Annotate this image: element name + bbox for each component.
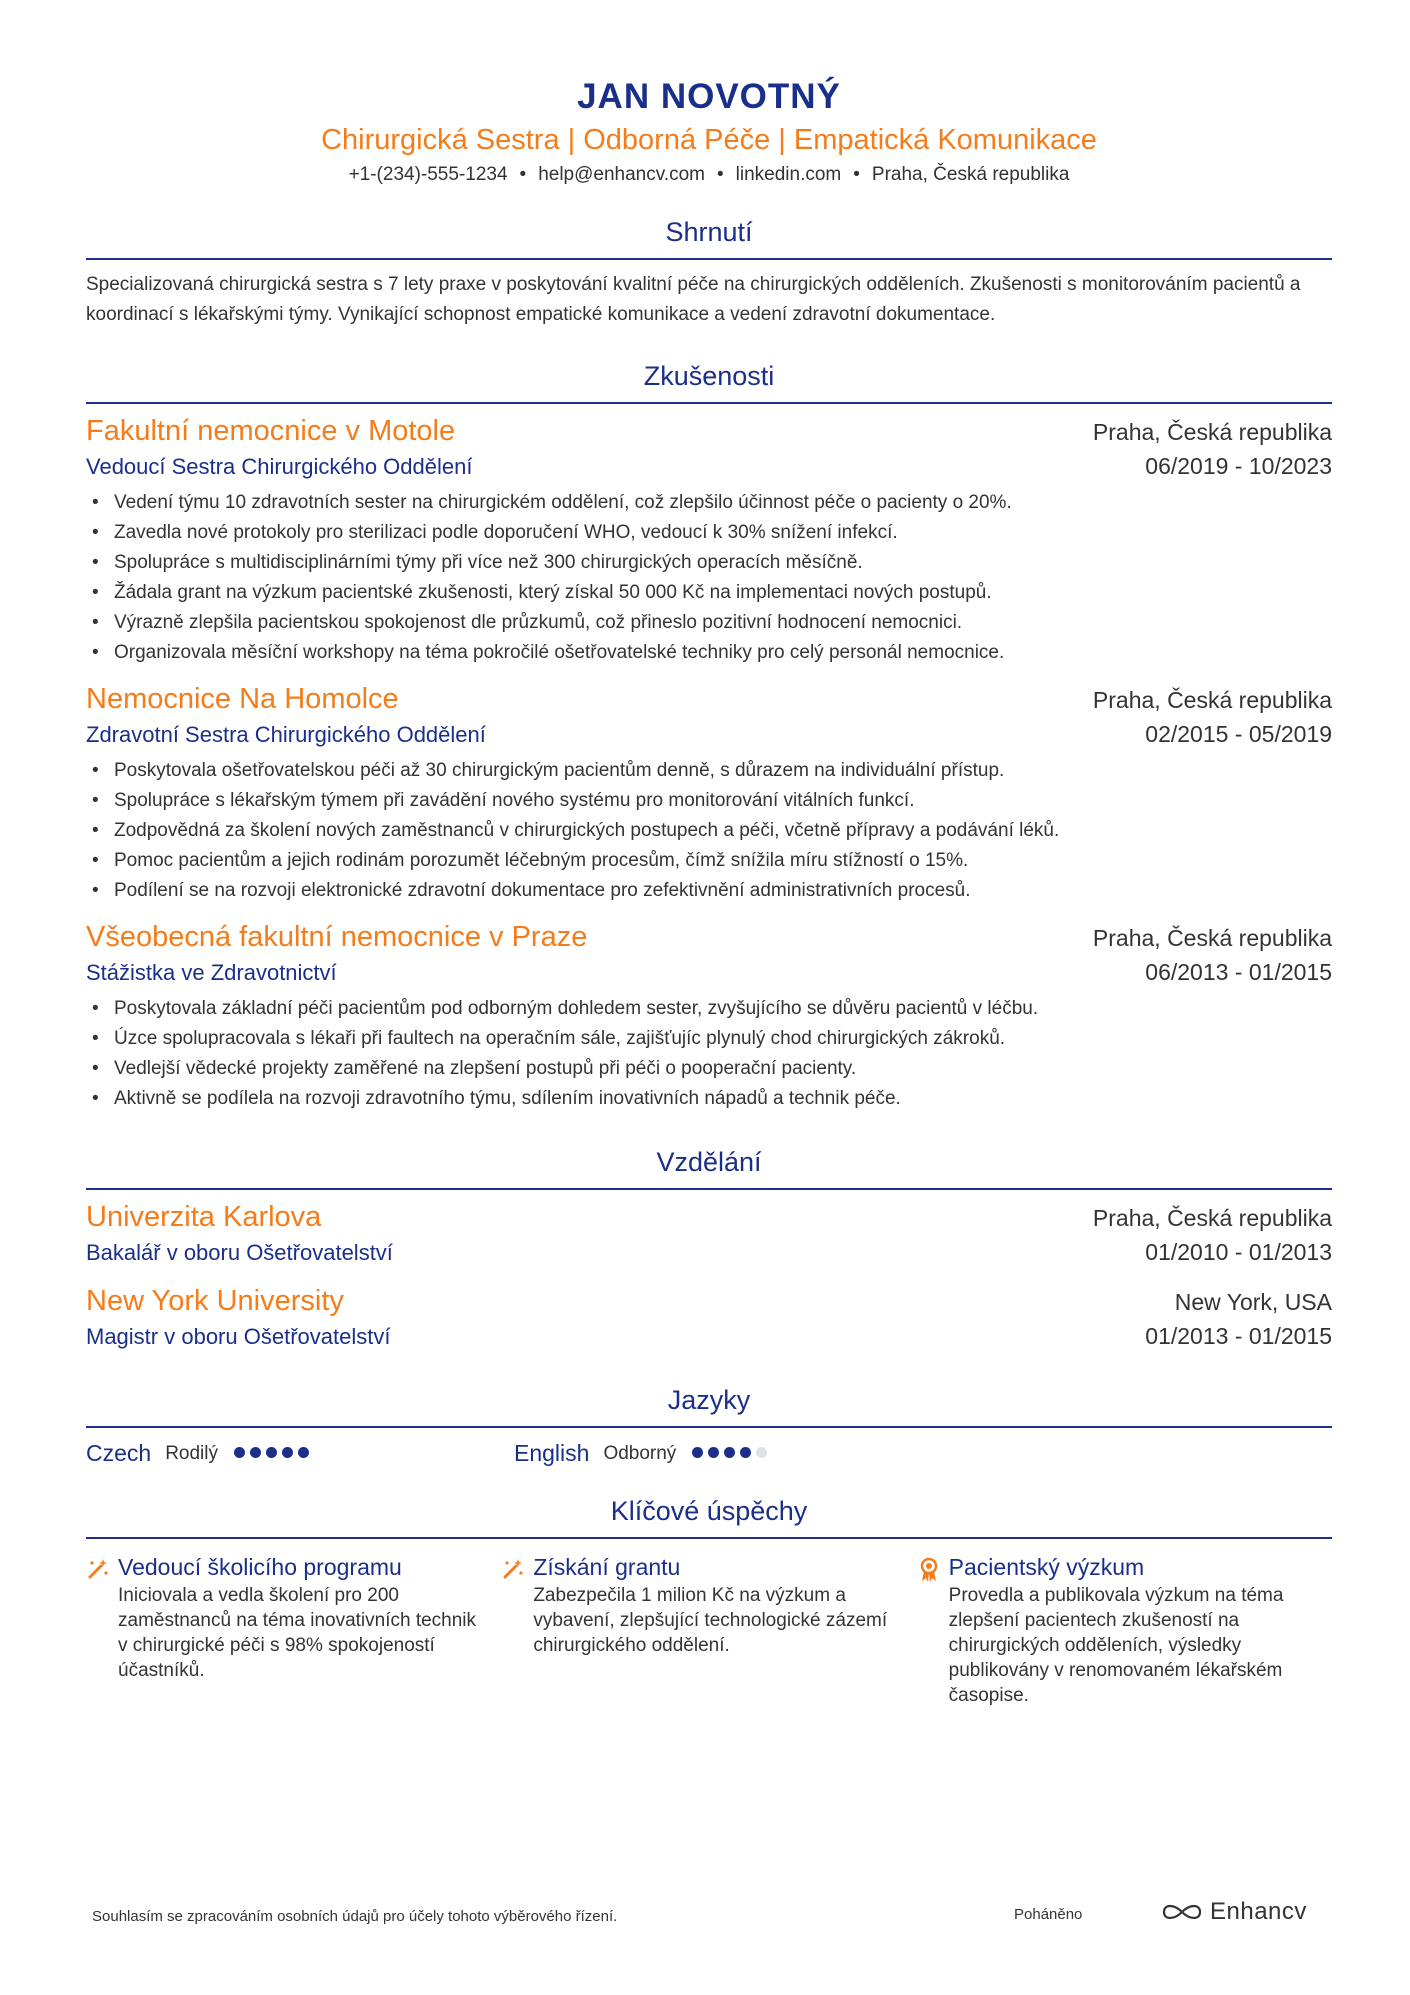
job-entry [86,918,1332,1114]
language-name: Czech [86,1440,152,1466]
language-level: Rodilý [165,1442,219,1464]
separator: • [519,164,527,185]
language-rating [234,1445,314,1463]
footer [86,1898,1332,1938]
bullet: • Poskytovala základní péči pacientům pod odborným dohledem sester, zvyšujícího se důvěru pacientů v léčbu. [114,994,1332,1024]
job-location: Praha, Česká republika [1092,419,1332,445]
bullet: • Organizovala měsíční workshopy na téma pokročilé ošetřovatelské techniky pro celý personál nemocnice. [114,638,1332,668]
job-location: Praha, Česká republika [1092,925,1332,951]
enhancv-logo[interactable] [1160,1898,1307,1926]
achievement-desc: Provedla a publikovala výzkum na téma zlepšení pacientech zkušeností na chirurgických odděleních, výsledky publikovány v renomovaném lékařském časopise. [948,1585,1284,1706]
bullet: • Vedení týmu 10 zdravotních sester na chirurgickém oddělení, což zlepšilo účinnost péče o pacienty o 20%. [114,488,1332,518]
job-dates: 06/2013 - 01/2015 [1145,959,1332,985]
bullet: • Podílení se na rozvoji elektronické zdravotní dokumentace pro zefektivnění administrativních procesů. [114,876,1332,906]
bullet: • Poskytovala ošetřovatelskou péči až 30 chirurgickým pacientům denně, s důrazem na individuální přístup. [114,756,1332,786]
education-dates: 01/2010 - 01/2013 [1145,1239,1332,1265]
rating-dot [298,1447,309,1458]
location: Praha, Česká republika [871,164,1070,185]
job-bullets [86,994,1332,1114]
achievement-desc: Iniciovala a vedla školení pro 200 zaměstnanců na téma inovativních technik v chirurgické péči s 98% spokojeností účastníků. [118,1585,477,1681]
wand-icon [501,1551,533,1708]
achievements-list [86,1539,1332,1708]
rating-dot [250,1447,261,1458]
education-section [86,1144,1332,1354]
job-bullets [86,756,1332,906]
language-level: Odborný [603,1442,677,1464]
achievement-title: Pacientský výzkum [948,1554,1145,1580]
summary-section [86,214,1332,330]
language-rating [692,1445,772,1463]
achievement-desc: Zabezpečila 1 milion Kč na výzkum a vybavení, zlepšující technologické zázemí chirurgického oddělení. [533,1585,888,1656]
bullet: • Výrazně zlepšila pacientskou spokojenost dle průzkumů, což přineslo pozitivní hodnocení nemocnici. [114,608,1332,638]
language-name: English [514,1440,590,1466]
section-title-languages: Jazyky [86,1382,1332,1428]
powered-by-label: Poháněno [1014,1906,1083,1923]
phone: +1-(234)-555-1234 [348,164,508,185]
languages-list [86,1428,1332,1467]
bullet: • Vedlejší vědecké projekty zaměřené na zlepšení postupů při péči o pooperační pacienty. [114,1054,1332,1084]
language-item [514,1440,942,1467]
job-location: Praha, Česká republika [1092,687,1332,713]
job-org: Fakultní nemocnice v Motole [86,415,456,447]
achievement-item [917,1551,1332,1708]
rating-dot [756,1447,767,1458]
rating-dot [282,1447,293,1458]
achievement-title: Vedoucí školicího programu [118,1554,402,1580]
separator: • [717,164,724,185]
candidate-name: JAN NOVOTNÝ [577,77,841,116]
languages-section [86,1382,1332,1467]
separator: • [853,164,860,185]
rating-dot [234,1447,245,1458]
resume-page [86,0,1332,1708]
job-role: Stážistka ve Zdravotnictví [86,960,337,985]
achievements-section [86,1493,1332,1708]
rating-dot [724,1447,735,1458]
rating-dot [266,1447,277,1458]
bullet: • Žádala grant na výzkum pacientské zkušenosti, který získal 50 000 Kč na implementaci nových postupů. [114,578,1332,608]
job-entry [86,680,1332,906]
bullet: • Zavedla nové protokoly pro sterilizaci podle doporučení WHO, vedoucí k 30% snížení infekcí. [114,518,1332,548]
infinity-icon [1160,1899,1204,1925]
section-title-education: Vzdělání [86,1144,1332,1190]
job-org: Všeobecná fakultní nemocnice v Praze [86,921,588,953]
consent-text: Souhlasím se zpracováním osobních údajů pro účely tohoto výběrového řízení. [92,1908,618,1925]
tagline: Chirurgická Sestra | Odborná Péče | Empatická Komunikace [321,124,1097,156]
brand-name: Enhancv [1210,1898,1307,1925]
bullet: • Úzce spolupracovala s lékaři při faultech na operačním sále, zajišťujíc plynulý chod chirurgických zákroků. [114,1024,1332,1054]
education-entry [86,1282,1332,1354]
achievement-title: Získání grantu [533,1554,681,1580]
school-location: Praha, Česká republika [1092,1205,1332,1231]
summary-text: Specializovaná chirurgická sestra s 7 lety praxe v poskytování kvalitní péče na chirurgických odděleních. Zkušenosti s monitorováním pacientů a koordinací s lékařskými týmy. Vynikající schopnost empatické komunikace a vedení zdravotní dokumentace. [86,274,1301,325]
degree: Magistr v oboru Ošetřovatelství [86,1324,391,1349]
job-entry [86,412,1332,668]
contact-line [86,160,1332,190]
email[interactable]: help@enhancv.com [538,164,705,185]
job-dates: 02/2015 - 05/2019 [1145,721,1332,747]
bullet: • Zodpovědná za školení nových zaměstnanců v chirurgických postupech a péči, včetně přípravy a podávání léků. [114,816,1332,846]
linkedin[interactable]: linkedin.com [735,164,842,185]
job-role: Zdravotní Sestra Chirurgického Oddělení [86,722,486,747]
degree: Bakalář v oboru Ošetřovatelství [86,1240,393,1265]
job-org: Nemocnice Na Homolce [86,683,399,715]
section-title-achievements: Klíčové úspěchy [86,1493,1332,1539]
achievement-item [501,1551,916,1708]
school-name: New York University [86,1285,344,1317]
achievement-item [86,1551,501,1708]
school-name: Univerzita Karlova [86,1201,322,1233]
rating-dot [692,1447,703,1458]
bullet: • Spolupráce s multidisciplinárními týmy při více než 300 chirurgických operacích měsíčně. [114,548,1332,578]
education-entry [86,1198,1332,1270]
section-title-summary: Shrnutí [86,214,1332,260]
rating-dot [708,1447,719,1458]
bullet: • Pomoc pacientům a jejich rodinám porozumět léčebným procesům, čímž snížila míru stížností o 15%. [114,846,1332,876]
bullet: • Spolupráce s lékařským týmem při zavádění nového systému pro monitorování vitálních funkcí. [114,786,1332,816]
job-bullets [86,488,1332,668]
wand-icon [86,1551,118,1708]
job-role: Vedoucí Sestra Chirurgického Oddělení [86,454,473,479]
resume-header [86,0,1332,190]
rating-dot [740,1447,751,1458]
award-icon [917,1551,949,1708]
school-location: New York, USA [1174,1289,1332,1315]
education-dates: 01/2013 - 01/2015 [1145,1323,1332,1349]
section-title-experience: Zkušenosti [86,358,1332,404]
language-item [86,1440,514,1467]
experience-section [86,358,1332,1114]
bullet: • Aktivně se podílela na rozvoji zdravotního týmu, sdílením inovativních nápadů a technik péče. [114,1084,1332,1114]
job-dates: 06/2019 - 10/2023 [1145,453,1332,479]
